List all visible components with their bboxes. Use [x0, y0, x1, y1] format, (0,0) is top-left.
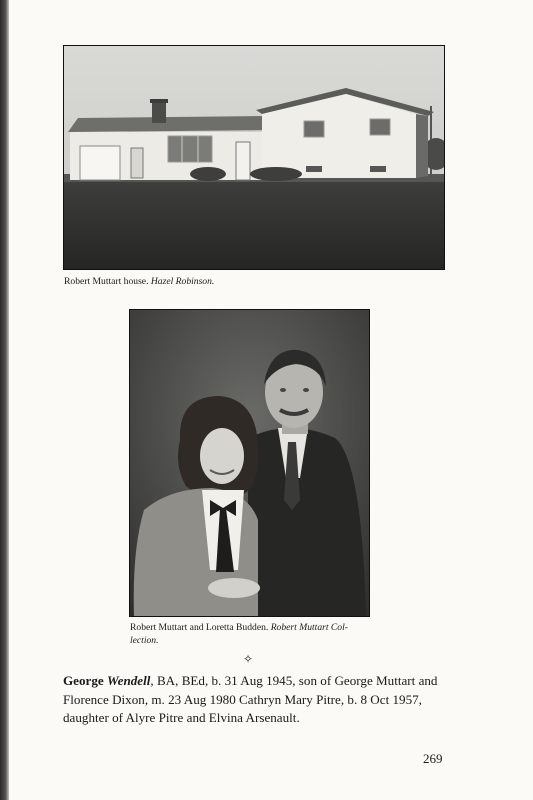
entry-name-first: George: [63, 673, 104, 688]
portrait-photo-caption: [130, 622, 376, 647]
section-ornament-icon: ✧: [243, 652, 254, 666]
entry-name-second: Wendell: [107, 673, 151, 688]
photo-credit: Hazel Robinson.: [150, 276, 215, 287]
photo-credit: Robert Muttart Col- lection.: [130, 622, 348, 646]
caption-text: Robert Muttart house.: [64, 276, 151, 287]
entry-text: , BA, BEd, b. 31 Aug 1945, son of George Muttart and Florence Dixon, m. 23 Aug 1980 Cathryn Mary Pitre, b. 8 Oct 1957, daughter of Alyre Pitre and Elvina Arsenault.: [63, 673, 438, 725]
house-photo-caption: [64, 276, 444, 289]
portrait-photo: [129, 309, 370, 617]
book-spine-shadow: [0, 0, 9, 800]
page-number: 269: [423, 751, 443, 766]
house-photo: [63, 45, 445, 270]
genealogy-entry: [63, 672, 455, 728]
caption-text: Robert Muttart and Loretta Budden.: [130, 622, 271, 633]
